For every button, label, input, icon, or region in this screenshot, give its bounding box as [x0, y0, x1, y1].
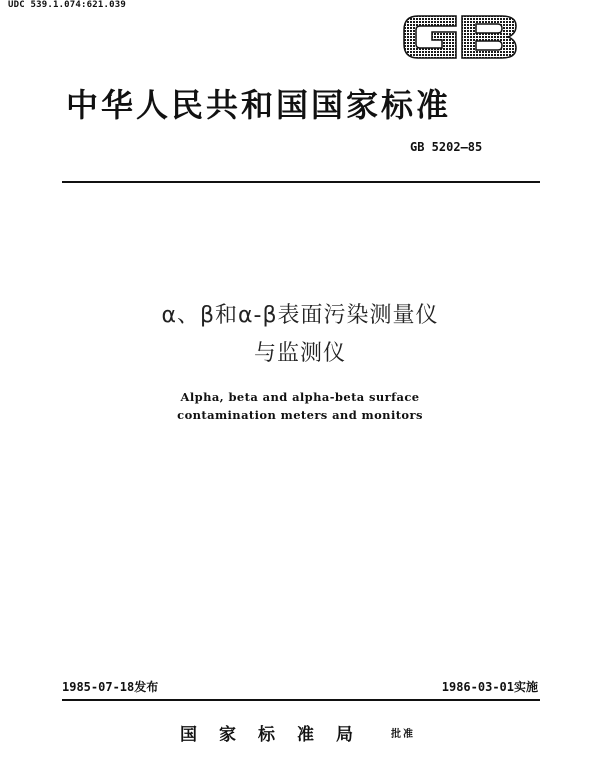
approving-body: 国家标准局	[180, 725, 375, 745]
standard-number: GB 5202—85	[410, 140, 483, 154]
udc-code: UDC 539.1.074:621.039	[8, 0, 126, 10]
title-en-line1: Alpha, beta and alpha-beta surface	[180, 390, 420, 404]
title-en-line2: contamination meters and monitors	[177, 408, 423, 422]
title-cn-line1: α、β和α-β表面污染测量仪	[161, 303, 439, 328]
title-cn-line2: 与监测仪	[253, 341, 346, 366]
gb-standard-logo-icon	[398, 6, 522, 68]
standard-category-title: 中华人民共和国国家标准	[66, 86, 452, 124]
implementation-date: 1986-03-01实施	[441, 680, 538, 694]
top-divider	[62, 181, 540, 183]
approval-label: 批准	[391, 729, 415, 740]
bottom-divider	[62, 699, 540, 701]
issue-date: 1985-07-18发布	[62, 680, 159, 694]
